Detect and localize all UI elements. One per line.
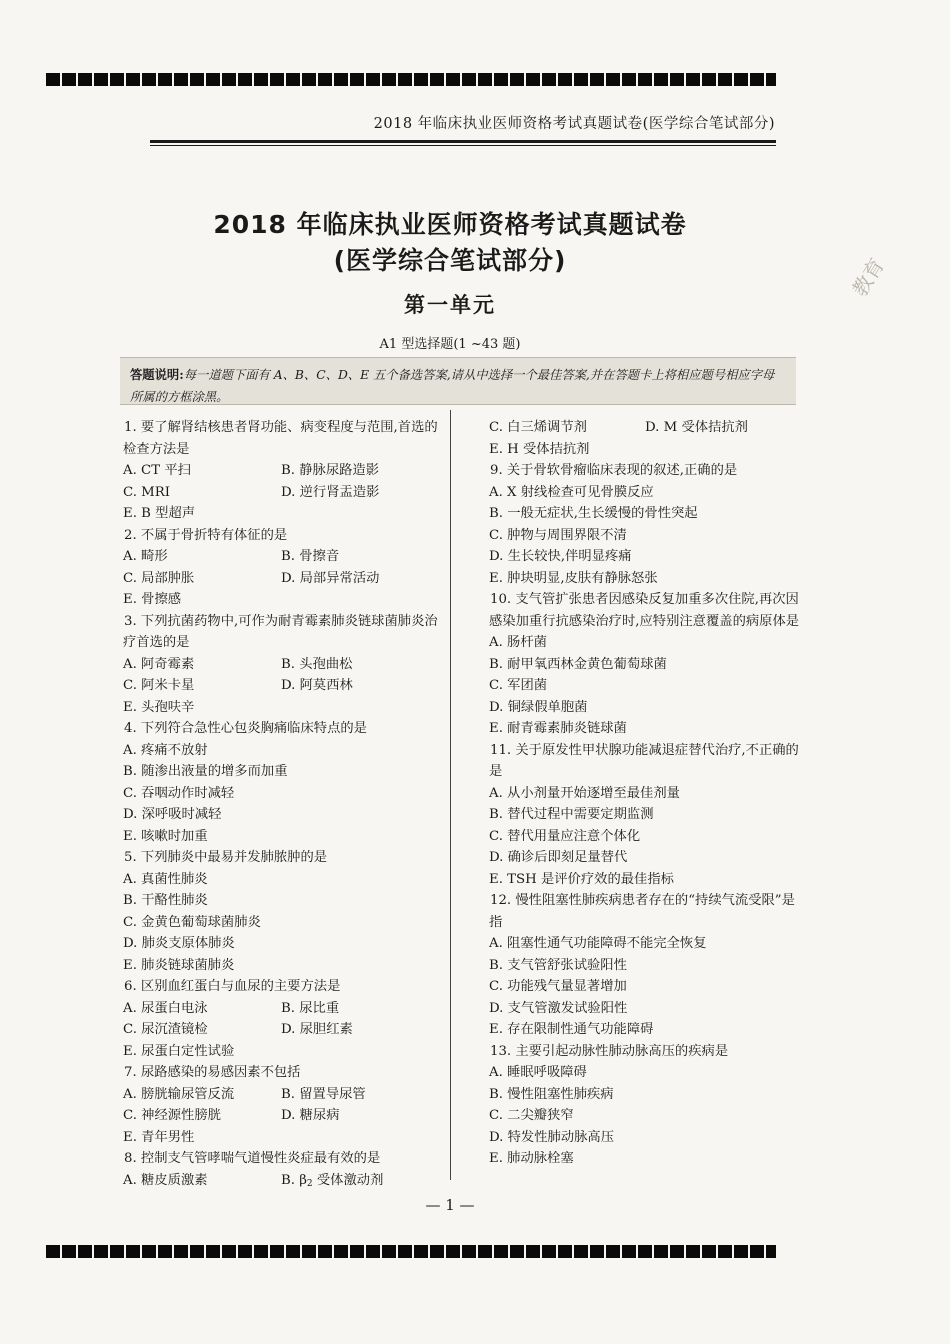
question-item [489,417,801,460]
answer-option: D. 逆行肾盂造影 [281,484,380,500]
answer-option: B. 替代过程中需要定期监测 [489,807,654,822]
answer-option: E. TSH 是评价疗效的最佳指标 [489,871,674,887]
answer-option: E. 肺炎链球菌肺炎 [123,957,235,973]
option-row [489,933,801,955]
answer-option: D. M 受体拮抗剂 [645,420,748,435]
column-divider [450,410,451,1180]
question-stem: 12. 慢性阻塞性肺疾病患者存在的“持续气流受限”是指 [489,893,795,930]
option-row [123,697,445,719]
answer-option: C. MRI [123,484,171,500]
question-item [123,1148,445,1195]
option-row [489,697,801,719]
option-row [489,1127,801,1149]
page-number: — 1 — [425,1196,475,1214]
option-row [123,890,445,912]
question-stem: 10. 支气管扩张患者因感染反复加重多次住院,再次因感染加重行抗感染治疗时,应特别注意覆盖的病原体是 [489,592,800,629]
option-row [123,503,445,525]
option-row [489,998,801,1020]
option-row [489,955,801,977]
option-row [489,525,801,547]
question-item [123,417,445,525]
option-row [123,1127,445,1149]
answer-option: C. 军团菌 [489,678,548,693]
option-row [123,869,445,891]
answer-option: E. 耐青霉素肺炎链球菌 [489,721,627,736]
option-row [489,718,801,740]
option-row [489,439,801,461]
answer-option: C. 尿沉渣镜检 [123,1022,208,1037]
answer-option: B. 骨擦音 [281,549,340,564]
answer-option: A. 畸形 [123,549,168,564]
instructions-label: 答题说明: [130,367,184,382]
question-stem: 6. 区别血红蛋白与血尿的主要方法是 [124,979,341,994]
answer-option: A. 阻塞性通气功能障碍不能完全恢复 [489,936,707,951]
answer-option: E. H 受体拮抗剂 [489,441,590,457]
question-stem: 7. 尿路感染的易感因素不包括 [124,1065,301,1080]
question-item [123,611,445,719]
answer-option: C. 功能残气量显著增加 [489,979,627,994]
answer-option: A. 从小剂量开始逐增至最佳剂量 [489,785,680,801]
answer-option: D. 局部异常活动 [281,570,380,586]
top-dashed-border [46,73,776,86]
option-row [489,1148,801,1170]
question-stem: 3. 下列抗菌药物中,可作为耐青霉素肺炎链球菌肺炎治疗首选的是 [123,613,438,650]
answer-option: B. 耐甲氧西林金黄色葡萄球菌 [489,656,667,672]
question-stem: 2. 不属于骨折特有体征的是 [124,527,288,543]
option-row [123,460,445,482]
answer-option: A. 糖皮质激素 [123,1172,208,1188]
answer-option: B. 支气管舒张试验阳性 [489,957,627,973]
option-row [123,826,445,848]
option-row [123,654,445,676]
bottom-dashed-border [46,1245,776,1258]
option-row [123,955,445,977]
option-row [123,1170,445,1196]
watermark-text: 教育 [847,253,890,301]
answer-option: D. 深呼吸时减轻 [123,807,222,822]
answer-option: E. 骨擦感 [123,592,182,607]
answer-option: C. 金黄色葡萄球菌肺炎 [123,914,261,930]
answer-option: C. 神经源性膀胱 [123,1108,221,1123]
answer-option: E. 存在限制性通气功能障碍 [489,1022,654,1037]
answer-option: B. 一般无症状,生长缓慢的骨性突起 [489,506,698,521]
answer-option: B. 慢性阻塞性肺疾病 [489,1086,614,1102]
option-row [123,933,445,955]
answer-option: A. 肠杆菌 [489,635,547,650]
option-row [489,976,801,998]
answer-option: A. 睡眠呼吸障碍 [489,1065,587,1080]
option-row [489,503,801,525]
answer-option: D. 阿莫西林 [281,678,353,693]
answer-option: A. 膀胱输尿管反流 [123,1086,235,1102]
option-row [489,804,801,826]
answer-option: A. 真菌性肺炎 [123,871,208,887]
option-row [123,1041,445,1063]
unit-heading: 第一单元 [404,293,496,317]
answer-option: A. X 射线检查可见骨膜反应 [489,484,654,500]
answer-option: E. 头孢呋辛 [123,699,195,715]
answer-option: C. 阿米卡星 [123,678,195,693]
option-row [123,912,445,934]
option-row [489,417,801,439]
option-row [489,654,801,676]
question-stem: 8. 控制支气管哮喘气道慢性炎症最有效的是 [124,1151,381,1166]
answer-option: D. 特发性肺动脉高压 [489,1129,615,1145]
question-item [489,589,801,740]
answer-option: D. 尿胆红素 [281,1022,353,1037]
answer-option: D. 生长较快,伴明显疼痛 [489,549,632,564]
question-item [489,460,801,589]
answer-option: A. 疼痛不放射 [123,742,208,758]
option-row [489,1019,801,1041]
answer-option: E. 咳嗽时加重 [123,828,208,844]
answer-option: C. 二尖瓣狭窄 [489,1108,574,1123]
question-item [123,525,445,611]
answer-option: D. 糖尿病 [281,1108,340,1123]
answer-option: D. 肺炎支原体肺炎 [123,936,235,951]
answer-option: B. 静脉尿路造影 [281,463,380,478]
document-subtitle: (医学综合笔试部分) [333,246,567,275]
option-row [489,482,801,504]
question-stem: 11. 关于原发性甲状腺功能减退症替代治疗,不正确的是 [489,742,799,779]
section-heading: A1 型选择题(1 ~43 题) [379,337,521,352]
question-stem: 1. 要了解肾结核患者肾功能、病变程度与范围,首选的检查方法是 [123,420,438,457]
option-row [123,546,445,568]
option-row [123,675,445,697]
answer-option: B. 头孢曲松 [281,656,353,672]
option-row [123,589,445,611]
answer-option: B. 随渗出液量的增多而加重 [123,764,288,779]
question-item [123,976,445,1062]
answer-option: E. B 型超声 [123,506,196,521]
question-item [123,847,445,976]
option-row [489,675,801,697]
question-stem: 5. 下列肺炎中最易并发肺脓肿的是 [124,850,328,865]
answer-option: B. 尿比重 [281,1000,340,1016]
option-row [123,998,445,1020]
option-row [489,869,801,891]
option-row [123,568,445,590]
option-row [489,1084,801,1106]
option-row [489,568,801,590]
instructions-box [120,357,796,405]
answer-option: C. 局部肿胀 [123,570,195,586]
question-stem: 13. 主要引起动脉性肺动脉高压的疾病是 [490,1043,729,1059]
header-rule-thick [150,140,776,143]
question-item [489,1041,801,1170]
answer-option: B. $\beta_2$ 受体激动剂 [281,1172,384,1189]
running-header: 2018 年临床执业医师资格考试真题试卷(医学综合笔试部分) [373,116,775,132]
question-item [123,718,445,847]
answer-option: C. 吞咽动作时减轻 [123,785,235,801]
answer-option: A. 尿蛋白电泳 [123,1000,208,1016]
option-row [123,740,445,762]
answer-option: A. 阿奇霉素 [123,656,195,672]
answer-option: E. 青年男性 [123,1129,195,1145]
question-stem: 4. 下列符合急性心包炎胸痛临床特点的是 [124,721,367,736]
answer-option: D. 确诊后即刻足量替代 [489,850,628,865]
question-item [489,740,801,891]
question-stem: 9. 关于骨软骨瘤临床表现的叙述,正确的是 [490,463,738,478]
option-row [123,1105,445,1127]
answer-option: E. 肿块明显,皮肤有静脉怒张 [489,570,658,586]
option-row [123,783,445,805]
answer-option: C. 白三烯调节剂 [489,420,587,435]
option-row [123,482,445,504]
answer-option: D. 支气管激发试验阳性 [489,1000,628,1016]
option-row [489,1105,801,1127]
question-item [123,1062,445,1148]
option-row [123,1019,445,1041]
option-row [123,804,445,826]
answer-option: D. 铜绿假单胞菌 [489,699,588,715]
answer-option: B. 干酪性肺炎 [123,893,208,908]
answer-option: E. 尿蛋白定性试验 [123,1043,235,1059]
option-row [123,1084,445,1106]
option-row [489,847,801,869]
answer-option: C. 肿物与周围界限不清 [489,527,627,543]
instructions-text: 每一道题下面有 A、B、C、D、E 五个备选答案,请从中选择一个最佳答案,并在答题卡上将相应题号相应字母所属的方框涂黑。 [130,368,775,404]
left-column [123,417,445,1195]
option-row [489,632,801,654]
option-row [489,826,801,848]
answer-option: B. 留置导尿管 [281,1086,366,1102]
right-column [489,417,801,1170]
option-row [489,546,801,568]
option-row [489,1062,801,1084]
header-rule-thin [150,145,776,146]
answer-option: C. 替代用量应注意个体化 [489,828,641,844]
answer-option: E. 肺动脉栓塞 [489,1151,574,1166]
document-title: 2018 年临床执业医师资格考试真题试卷 [213,210,687,239]
option-row [489,783,801,805]
option-row [123,761,445,783]
question-item [489,890,801,1041]
answer-option: A. CT 平扫 [123,463,191,478]
